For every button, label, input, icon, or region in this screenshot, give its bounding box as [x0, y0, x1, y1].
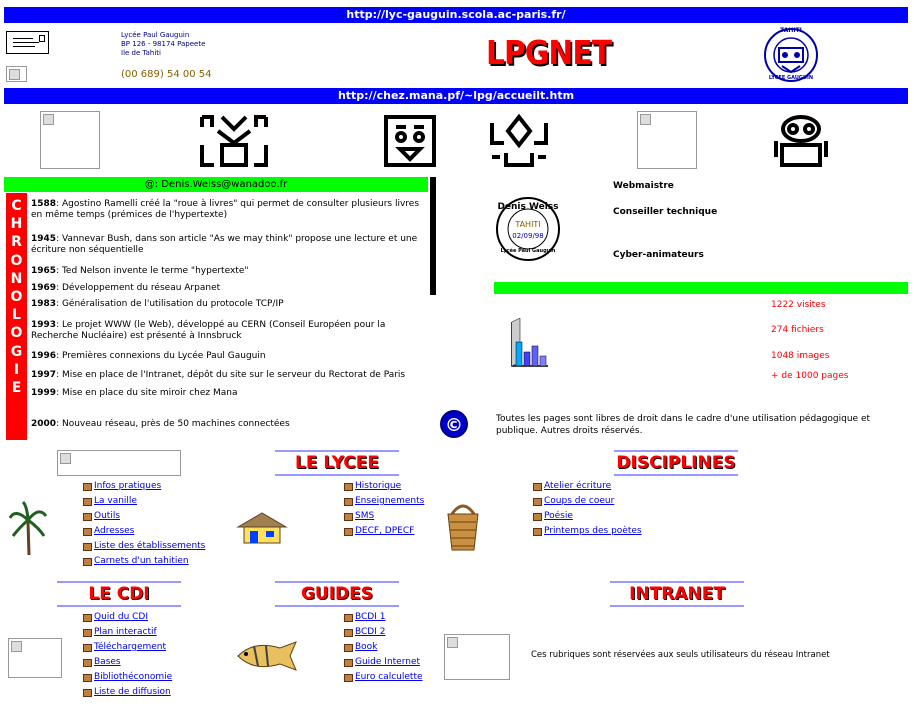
envelope-icon[interactable]: [6, 31, 49, 54]
event-text: : Le projet WWW (le Web), développé au CERN (Conseil Européen pour la Recherche Nucléaire) est présenté à Innsbruck: [31, 320, 386, 341]
chronology-event: [31, 199, 429, 221]
chronology-event: [31, 388, 429, 399]
link-la-vanille[interactable]: La vanille: [83, 494, 205, 509]
section-title-cdi[interactable]: LE CDI: [57, 581, 181, 607]
link-euro-calculette[interactable]: Euro calculette: [344, 670, 423, 685]
link-historique[interactable]: Historique: [344, 479, 424, 494]
section-title-disciplines[interactable]: DISCIPLINES: [614, 450, 738, 476]
event-year: 1588: [31, 199, 57, 209]
tropical-fish-icon: [234, 638, 298, 674]
stamp-bottom: Lycée Paul Gauguin: [500, 248, 556, 254]
chronology-event: [31, 234, 429, 256]
link-bcdi-1[interactable]: BCDI 1: [344, 610, 423, 625]
chrono-letter: G: [10, 343, 23, 360]
link-guide-internet[interactable]: Guide Internet: [344, 655, 423, 670]
school-seal: [762, 26, 820, 84]
mirror-url[interactable]: http://chez.mana.pf/~lpg/accueilt.htm: [337, 89, 575, 102]
event-year: 1996: [31, 351, 57, 361]
event-text: : Vannevar Bush, dans son article "As we may think" propose une lecture et une écriture non séquentielle: [31, 234, 418, 255]
link-bibliotheconomie[interactable]: Bibliothéconomie: [83, 670, 172, 685]
section-title-intranet[interactable]: INTRANET: [610, 581, 744, 607]
role-conseiller: Conseiller technique: [613, 207, 718, 217]
link-liste-diffusion[interactable]: Liste de diffusion: [83, 685, 172, 700]
divider: [430, 177, 436, 295]
event-year: 1999: [31, 388, 57, 398]
role-cyber: Cyber-animateurs: [613, 250, 704, 260]
disciplines-links: [533, 479, 642, 539]
address-block: [121, 31, 205, 58]
event-year: 1945: [31, 234, 57, 244]
link-coups-de-coeur[interactable]: Coups de coeur: [533, 494, 642, 509]
seal-bottom-text: LYCEE GAUGUIN: [768, 75, 814, 81]
link-atelier-ecriture[interactable]: Atelier écriture: [533, 479, 642, 494]
event-year: 2000: [31, 419, 57, 429]
chrono-letter: O: [10, 289, 23, 306]
chrono-letter: O: [10, 252, 23, 269]
link-printemps-poetes[interactable]: Printemps des poètes: [533, 524, 642, 539]
chronology-event: [31, 299, 429, 310]
infos-links: [83, 479, 205, 569]
section-title-guides[interactable]: GUIDES: [275, 581, 399, 607]
event-text: : Mise en place du site miroir chez Mana: [56, 388, 238, 398]
broken-image: [637, 111, 697, 169]
lycee-links: [344, 479, 424, 539]
copyright-text: Toutes les pages sont libres de droit dans le cadre d'une utilisation pédagogique et publique. Autres droits réservés.: [496, 414, 871, 436]
phone-number: (00 689) 54 00 54: [121, 69, 212, 80]
link-decf-dpecf[interactable]: DECF, DPECF: [344, 524, 424, 539]
event-text: : Agostino Ramelli créé la "roue à livres" qui permet de consulter plusieurs livres en même temps (prémices de l'hypertexte): [31, 199, 420, 220]
green-divider: [494, 282, 908, 294]
stamp-date: 02/09/98: [512, 232, 544, 240]
tiki-glyph-icon: [198, 113, 270, 169]
fare-hut-icon: [236, 511, 288, 545]
chronology-event: [31, 320, 429, 342]
chronology-event: [31, 351, 429, 362]
palm-tree-icon: [9, 500, 47, 555]
broken-image: [40, 111, 100, 169]
event-year: 1993: [31, 320, 57, 330]
chrono-letter: C: [11, 198, 22, 214]
event-text: : Généralisation de l'utilisation du protocole TCP/IP: [56, 299, 284, 309]
link-quid-cdi[interactable]: Quid du CDI: [83, 610, 172, 625]
event-text: : Ted Nelson invente le terme "hypertexte": [56, 266, 249, 276]
address-line: BP 126 - 98174 Papeete: [121, 40, 206, 48]
email-bar[interactable]: [4, 177, 428, 192]
cdi-links: [83, 610, 172, 700]
chronology-event: [31, 283, 429, 294]
copyright-icon: ©: [440, 410, 468, 438]
chrono-letter: E: [11, 380, 22, 397]
woven-basket-icon: [444, 500, 482, 552]
stat-visits: 1222 visites: [771, 300, 826, 310]
chronology-event: [31, 419, 429, 430]
chrono-letter: I: [13, 361, 20, 378]
chrono-letter: R: [11, 234, 22, 251]
island: Ile de Tahiti: [121, 49, 161, 57]
stat-images: 1048 images: [771, 351, 830, 361]
link-enseignements[interactable]: Enseignements: [344, 494, 424, 509]
link-adresses[interactable]: Adresses: [83, 524, 205, 539]
event-year: 1997: [31, 370, 57, 380]
chrono-letter: H: [10, 216, 23, 233]
link-outils[interactable]: Outils: [83, 509, 205, 524]
link-bcdi-2[interactable]: BCDI 2: [344, 625, 423, 640]
webmaster-email[interactable]: @: Denis.Weiss@wanadoo.fr: [144, 179, 288, 190]
chronology-event: [31, 370, 429, 381]
link-carnets-tahitien[interactable]: Carnets d'un tahitien: [83, 554, 205, 569]
top-url-bar[interactable]: [4, 7, 908, 23]
event-text: : Nouveau réseau, près de 50 machines connectées: [56, 419, 290, 429]
link-poesie[interactable]: Poésie: [533, 509, 642, 524]
stamp-place: TAHITI: [515, 220, 541, 229]
stamp-name: Denis Weiss: [497, 202, 559, 212]
event-year: 1965: [31, 266, 57, 276]
school-name: Lycée Paul Gauguin: [121, 31, 190, 39]
link-bases[interactable]: Bases: [83, 655, 172, 670]
chrono-letter: O: [10, 325, 23, 342]
chronology-vertical-title: [6, 193, 27, 440]
event-year: 1983: [31, 299, 57, 309]
event-year: 1969: [31, 283, 57, 293]
broken-image: [444, 634, 510, 680]
stat-pages: + de 1000 pages: [771, 371, 849, 381]
mirror-url-bar[interactable]: [4, 88, 908, 104]
broken-image: [8, 638, 62, 678]
stat-files: 274 fichiers: [771, 325, 824, 335]
link-infos-pratiques[interactable]: Infos pratiques: [83, 479, 205, 494]
guides-links: [344, 610, 423, 685]
broken-image: [6, 66, 27, 82]
chrono-letter: L: [12, 307, 21, 324]
event-text: : Premières connexions du Lycée Paul Gauguin: [56, 351, 266, 361]
event-text: : Développement du réseau Arpanet: [56, 283, 221, 293]
lpgnet-logo: LPGNET: [486, 33, 612, 72]
statistics-chart-icon: [508, 318, 550, 370]
tiki-figure-icon: [488, 113, 550, 169]
link-book[interactable]: Book: [344, 640, 423, 655]
webmaster-stamp: [495, 196, 561, 262]
link-telechargement[interactable]: Téléchargement: [83, 640, 172, 655]
tiki-face-icon: [382, 113, 438, 169]
event-text: : Mise en place de l'Intranet, dépôt du site sur le serveur du Rectorat de Paris: [56, 370, 406, 380]
link-sms[interactable]: SMS: [344, 509, 424, 524]
seal-top-text: TAHITI: [780, 27, 802, 34]
link-liste-etablissements[interactable]: Liste des établissements: [83, 539, 205, 554]
chronology-event: [31, 266, 429, 277]
chrono-letter: N: [10, 270, 23, 287]
top-url[interactable]: http://lyc-gauguin.scola.ac-paris.fr/: [346, 8, 566, 21]
link-plan-interactif[interactable]: Plan interactif: [83, 625, 172, 640]
tiki-head-icon: [772, 113, 830, 169]
role-webmaistre: Webmaistre: [613, 181, 674, 191]
intranet-note: Ces rubriques sont réservées aux seuls utilisateurs du réseau Intranet: [531, 650, 830, 660]
section-title-lycee[interactable]: LE LYCEE: [275, 450, 399, 476]
broken-image: [57, 450, 181, 476]
